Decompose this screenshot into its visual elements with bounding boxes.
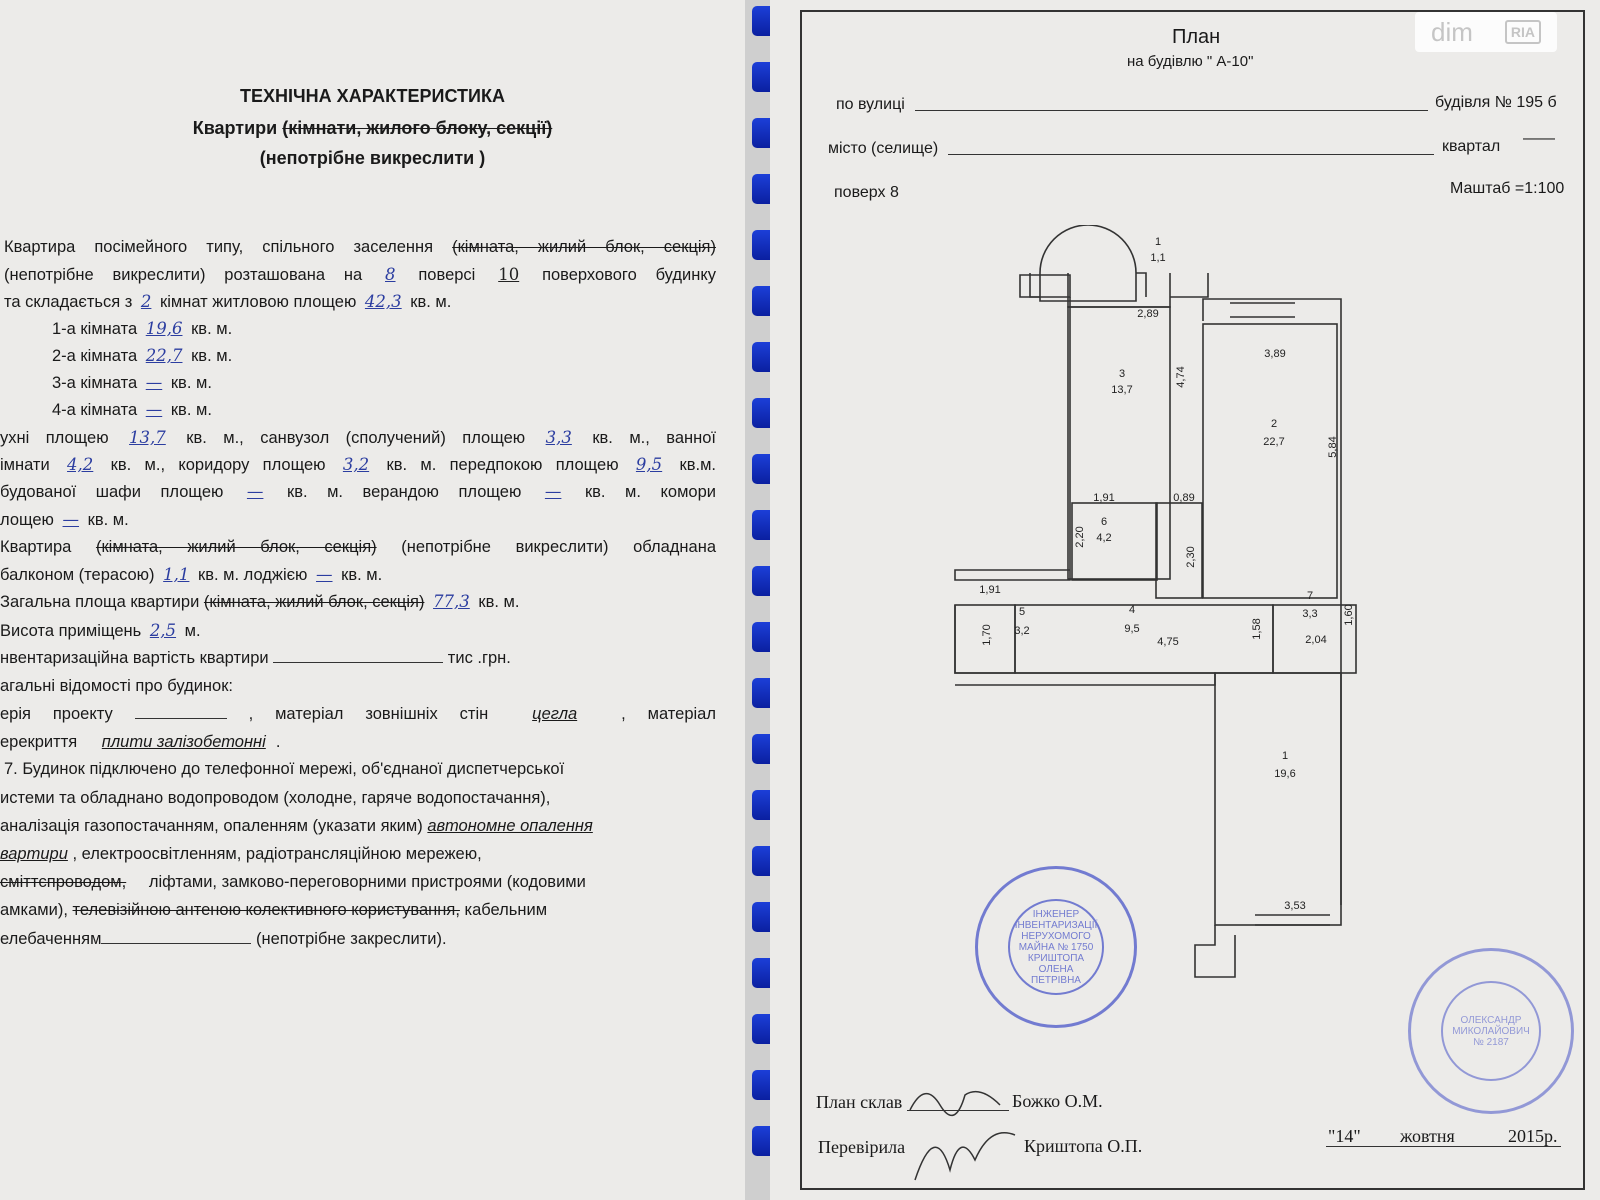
label-room-7-num: 7	[1306, 590, 1314, 602]
walls-label: , матеріал зовнішніх стін	[248, 705, 489, 723]
room-4-row	[52, 400, 745, 420]
para-1	[4, 238, 716, 257]
s7-f: амками),	[0, 901, 68, 919]
hall-value: 9,5	[635, 455, 663, 474]
room-4-box	[1015, 605, 1273, 673]
s7-c: аналізація газопостачанням, опаленням (указати яким)	[0, 817, 423, 835]
date-underline	[1326, 1146, 1561, 1147]
total-struck: (кімната, жилий блок, секція)	[203, 593, 425, 611]
room-label: 4-а кімната	[52, 401, 138, 419]
pantry-value: —	[62, 510, 80, 529]
tv-blank	[101, 943, 251, 944]
s7-g-end: (непотрібне закреслити).	[256, 930, 447, 948]
hall-unit: кв.м.	[679, 456, 716, 474]
left-page	[0, 0, 745, 1200]
watermark-logo	[1415, 12, 1557, 52]
label-room-4-num: 4	[1128, 604, 1136, 616]
closet-label: будованої шафи площею	[0, 483, 224, 501]
kitchen-label: ухні площею	[0, 429, 109, 447]
para-3	[4, 292, 716, 312]
overlap-a: ерекриття	[0, 733, 78, 751]
floor-value: 8	[385, 265, 396, 284]
p2-text: (непотрібне викреслити) розташована на	[4, 266, 363, 284]
checked-label: Перевірила	[818, 1137, 906, 1157]
s7-d: , електроосвітленням, радіотрансляційною мережею,	[72, 845, 482, 863]
label-room-1-num: 1	[1281, 750, 1289, 762]
quarter-value: ——	[1523, 130, 1555, 147]
subtitle-note: (непотрібне викреслити )	[259, 148, 486, 168]
total-label: Загальна площа квартири	[0, 593, 200, 611]
series-label: ерія проекту	[0, 705, 113, 723]
bathroom-value: 4,2	[67, 455, 94, 474]
label-room-5-area: 3,2	[1014, 625, 1030, 637]
dim-4-75: 4,75	[1157, 636, 1179, 648]
inventory-blank	[273, 662, 443, 663]
bathroom-row	[0, 455, 716, 475]
s7-f-end: кабельним	[464, 901, 548, 919]
label-room-5-num: 5	[1018, 606, 1026, 618]
doc-subtitle	[0, 118, 745, 139]
s7-e-struck: сміттєпроводом,	[0, 873, 127, 891]
floors-total-value: 10	[498, 265, 520, 284]
room-label: 1-а кімната	[52, 320, 138, 338]
label-balcony-area: 1,1	[1150, 252, 1166, 264]
stamp-2-text: ОЛЕКСАНДР МИКОЛАЙОВИЧ № 2187	[1441, 981, 1541, 1081]
bath-value: 3,3	[545, 428, 572, 447]
equip-row	[0, 538, 716, 557]
dim-1-70: 1,70	[981, 624, 993, 646]
unit-label: кв. м.	[478, 593, 520, 611]
plan-walls	[955, 225, 1356, 977]
equip-b: (непотрібне викреслити) обладнана	[401, 538, 717, 556]
s7-d-hw: вартири	[0, 845, 68, 863]
s7-e: ліфтами, замково-переговорними пристроями (кодовими	[148, 873, 586, 891]
inventory-stamp	[975, 866, 1137, 1028]
dim-1-91-a: 1,91	[1093, 492, 1115, 504]
balcony-label: балконом (терасою)	[0, 566, 155, 584]
dim-1-60: 1,60	[1343, 604, 1355, 626]
veranda-value: —	[544, 482, 562, 501]
checked-signature	[905, 1110, 1025, 1190]
balcony-value: 1,1	[163, 565, 190, 584]
room-label: імнати	[0, 456, 50, 474]
unit-label: кв. м.	[191, 320, 233, 338]
kitchen-row	[0, 428, 716, 448]
s7-line-b: истеми та обладнано водопроводом (холодне, гаряче водопостачання),	[0, 789, 551, 807]
series-blank	[135, 718, 227, 719]
room-1-row	[52, 319, 745, 339]
label-room-4-area: 9,5	[1124, 623, 1140, 635]
closet-row	[0, 482, 716, 502]
doc-title: ТЕХНІЧНА ХАРАКТЕРИСТИКА	[240, 86, 505, 106]
room-3-row	[52, 373, 745, 393]
plan-subtitle: на будівлю " А-10"	[1127, 53, 1254, 70]
heating-value: автономне опалення	[427, 817, 593, 835]
balcony-outline	[1040, 225, 1136, 301]
scale-label: Маштаб =1:100	[1450, 180, 1565, 197]
quarter-label: квартал	[1442, 138, 1501, 155]
label-room-3-area: 13,7	[1111, 384, 1133, 396]
p2-c: поверхового будинку	[542, 266, 716, 284]
overlap-label: , матеріал	[621, 705, 716, 723]
unit-label: кв. м.	[410, 293, 452, 311]
date-year: 2015р.	[1508, 1126, 1558, 1146]
total-row	[0, 592, 712, 612]
label-room-2-num: 2	[1270, 418, 1278, 430]
plan-title: План	[1172, 26, 1221, 48]
balcony-row	[0, 565, 712, 585]
dim-2-20: 2,20	[1074, 526, 1086, 548]
room-value: 22,7	[145, 346, 183, 365]
inventory-row	[0, 649, 712, 668]
floor-label: поверх 8	[834, 184, 899, 201]
kitchen-value: 13,7	[129, 428, 166, 447]
bath-unit: кв. м., ванної	[592, 429, 717, 447]
dim-2-30: 2,30	[1185, 546, 1197, 568]
unit-label: кв. м.	[341, 566, 383, 584]
city-label: місто (селище)	[828, 140, 939, 157]
closet-value: —	[246, 482, 264, 501]
height-value: 2,5	[149, 621, 177, 640]
street-blank	[915, 110, 1428, 111]
room-value: —	[145, 373, 163, 392]
equip-struck: (кімната, жилий блок, секція)	[95, 538, 377, 556]
s7-line-d	[0, 845, 712, 864]
unit-label: кв. м.	[170, 374, 212, 392]
s7-line-a: 7. Будинок підключено до телефонної мережі, об'єднаної диспетчерської	[4, 760, 565, 778]
hall-label: кв. м. передпокою площею	[386, 456, 619, 474]
label-room-3-num: 3	[1118, 368, 1126, 380]
equip-a: Квартира	[0, 538, 72, 556]
s7-line-c	[0, 817, 712, 836]
p2-b: поверсі	[418, 266, 476, 284]
subtitle-main: Квартири	[192, 118, 278, 138]
dim-2-04: 2,04	[1305, 634, 1327, 646]
composed-name: Божко О.М.	[1012, 1091, 1103, 1111]
building-label: будівля № 195 б	[1435, 94, 1557, 111]
p1-text: Квартира посімейного типу, спільного заселення	[4, 238, 434, 256]
p1-struck: (кімната, жилий блок, секція)	[452, 238, 716, 256]
label-room-6-num: 6	[1100, 516, 1108, 528]
room-value: 19,6	[145, 319, 183, 338]
room-2-row	[52, 346, 745, 366]
watermark-brand2: RIA	[1505, 20, 1541, 44]
dim-1-91-b: 1,91	[979, 584, 1001, 596]
para-2	[4, 265, 716, 285]
loggia-label: кв. м. лоджією	[198, 566, 308, 584]
corridor-label: кв. м., коридору площею	[110, 456, 326, 474]
veranda-label: кв. м. верандою площею	[286, 483, 522, 501]
engineer-stamp	[1408, 948, 1574, 1114]
total-value: 77,3	[433, 592, 470, 611]
label-room-2-area: 22,7	[1263, 436, 1285, 448]
walls-value: цегла	[532, 705, 578, 723]
dim-5-84: 5,84	[1327, 436, 1339, 458]
composed-label: План склав	[816, 1092, 903, 1112]
p3-b: кімнат житловою площею	[160, 293, 357, 311]
series-row	[0, 705, 716, 724]
dim-4-74: 4,74	[1175, 366, 1187, 388]
rooms-count-value: 2	[140, 292, 152, 311]
checked-name: Криштопа О.П.	[1024, 1136, 1143, 1156]
room-value: —	[145, 400, 163, 419]
overlap-row: ерекриття плити залізобетонні .	[0, 733, 281, 751]
inventory-unit: тис .грн.	[447, 649, 511, 667]
corridor-value: 3,2	[342, 455, 370, 474]
p3-a: та складається з	[4, 293, 133, 311]
date-day: "14"	[1328, 1126, 1361, 1146]
s7-f-struck: телевізійною антеною колективного користування,	[72, 901, 460, 919]
height-label: Висота приміщень	[0, 622, 142, 640]
unit-label: кв. м.	[87, 511, 129, 529]
dim-3-89: 3,89	[1264, 348, 1286, 360]
dim-1-58: 1,58	[1251, 618, 1263, 640]
pantry-row	[0, 510, 712, 530]
unit-label: кв. м.	[170, 401, 212, 419]
s7-line-f	[0, 901, 712, 920]
stamp-1-text: ІНЖЕНЕР ІНВЕНТАРИЗАЦІЇ НЕРУХОМОГО МАЙНА № 1750 КРИШТОПА ОЛЕНА ПЕТРІВНА	[1008, 899, 1104, 995]
room-2-box	[1203, 324, 1337, 598]
bath-label: кв. м., санвузол (сполучений) площею	[186, 429, 526, 447]
label-room-1-area: 19,6	[1274, 768, 1296, 780]
living-area-value: 42,3	[364, 292, 402, 311]
overlap-value: плити залізобетонні	[101, 733, 266, 751]
watermark-brand: dim	[1430, 16, 1473, 47]
room-label: 3-а кімната	[52, 374, 138, 392]
room-label: 2-а кімната	[52, 347, 138, 365]
room-1-box	[1215, 673, 1341, 925]
dim-0-89: 0,89	[1173, 492, 1195, 504]
inventory-label: нвентаризаційна вартість квартири	[0, 649, 269, 667]
label-room-7-area: 3,3	[1302, 608, 1318, 620]
subtitle-struck: (кімнати, жилого блоку, секції)	[282, 118, 553, 138]
unit-label: кв. м.	[191, 347, 233, 365]
label-balcony-num: 1	[1154, 236, 1162, 248]
general-row: агальні відомості про будинок:	[0, 677, 234, 695]
dim-3-53: 3,53	[1284, 900, 1306, 912]
s7-g: елебаченням	[0, 930, 102, 948]
plan-labels	[979, 236, 1355, 912]
date-month: жовтня	[1400, 1126, 1455, 1146]
height-unit: м.	[184, 622, 201, 640]
pantry-label: кв. м. комори	[584, 483, 716, 501]
pantry-a: лощею	[0, 511, 54, 529]
loggia-value: —	[316, 565, 333, 584]
street-label: по вулиці	[836, 96, 905, 113]
s7-line-g	[0, 930, 712, 949]
s7-line-e	[0, 873, 712, 892]
label-room-6-area: 4,2	[1096, 532, 1112, 544]
dim-2-89: 2,89	[1137, 308, 1159, 320]
city-blank	[948, 154, 1434, 155]
height-row	[0, 621, 712, 641]
